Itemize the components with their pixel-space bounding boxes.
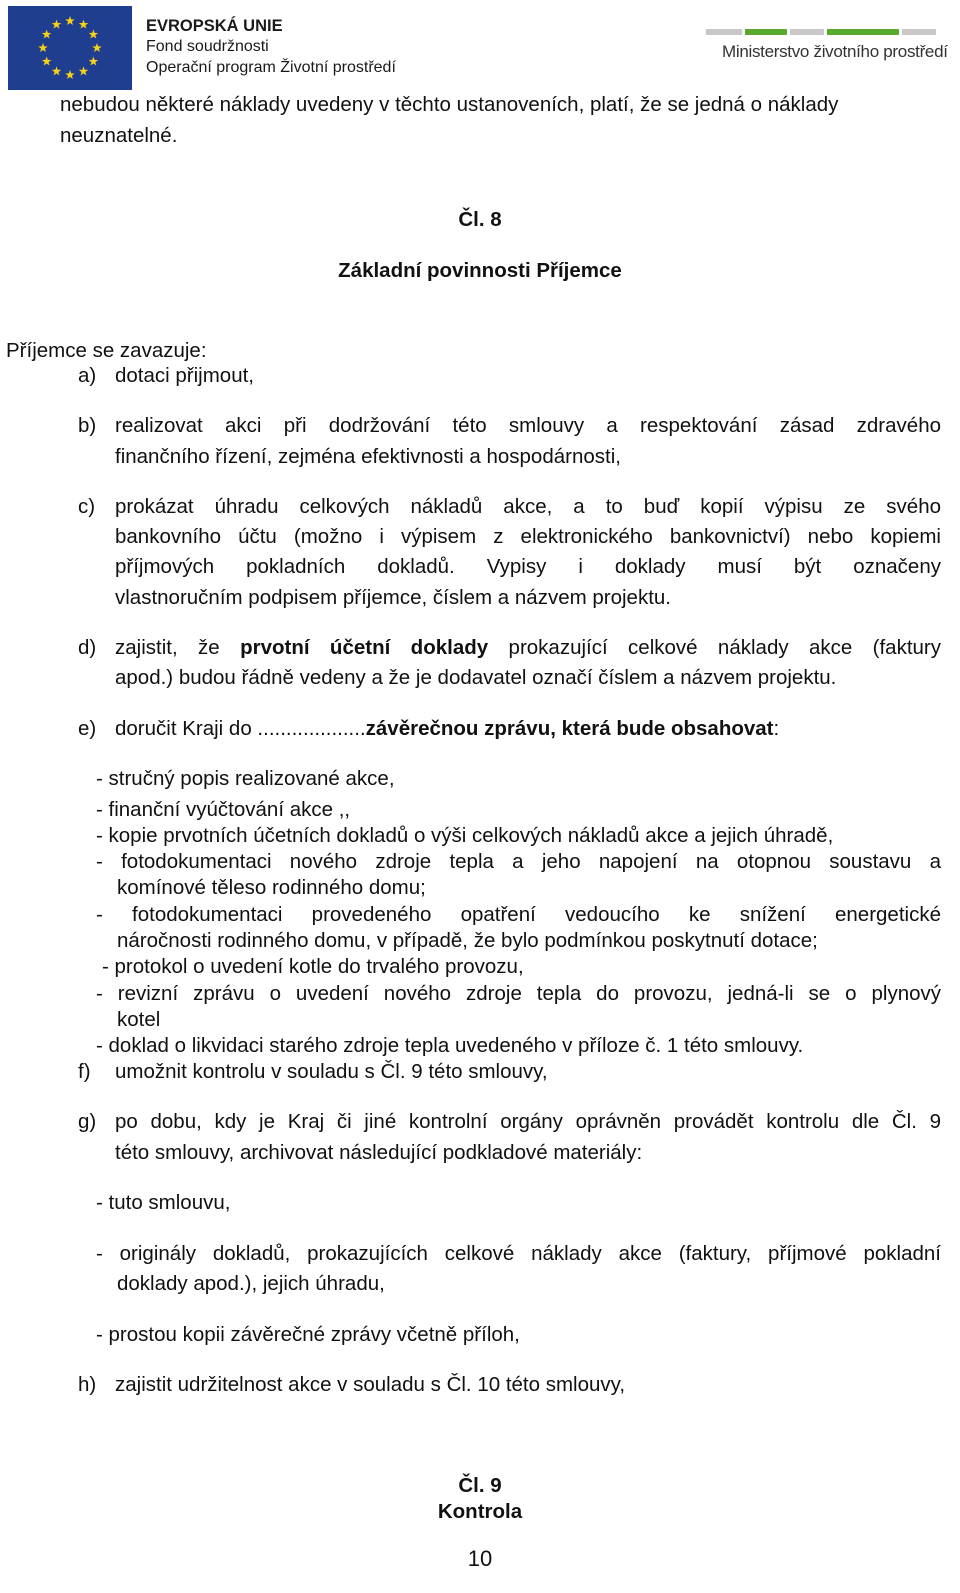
item-c-line-4: vlastnoručním podpisem příjemce, číslem a názvem projektu. xyxy=(115,586,672,609)
item-h-text: zajistit udržitelnost akce v souladu s Čl. 10 této smlouvy, xyxy=(115,1373,626,1396)
article-9-number: Čl. 9 xyxy=(458,1474,502,1497)
item-d-post: prokazující celkové náklady akce (faktury xyxy=(488,636,941,659)
e-bullet-1: - stručný popis realizované akce, xyxy=(96,767,395,790)
g-bullet-1: - tuto smlouvu, xyxy=(96,1191,231,1214)
item-f-text: umožnit kontrolu v souladu s Čl. 9 této smlouvy, xyxy=(115,1060,548,1083)
article-8-number: Čl. 8 xyxy=(458,208,502,231)
item-e-post: : xyxy=(773,717,780,740)
e-bullet-7-cont: kotel xyxy=(117,1008,161,1031)
item-d-pre: zajistit, že xyxy=(115,636,241,659)
article-8-title: Základní povinnosti Příjemce xyxy=(338,259,622,282)
fund-name: Fond soudržnosti xyxy=(146,38,269,55)
e-bullet-3: - kopie prvotních účetních dokladů o výši celkových nákladů akce a jejich úhradě, xyxy=(96,824,834,847)
e-bullet-8: - doklad o likvidaci starého zdroje tepla uvedeného v příloze č. 1 této smlouvy. xyxy=(96,1034,804,1057)
e-bullet-4-cont: komínové těleso rodinného domu; xyxy=(117,876,426,899)
page-number: 10 xyxy=(467,1546,493,1571)
item-f-label: f) xyxy=(78,1060,91,1083)
g-bullet-3: - prostou kopii závěrečné zprávy včetně příloh, xyxy=(96,1323,520,1346)
article-9-title: Kontrola xyxy=(437,1500,523,1523)
item-d-line-1 xyxy=(115,636,941,660)
e-bullet-2: - finanční vyúčtování akce ,, xyxy=(96,798,351,821)
item-d-label: d) xyxy=(78,636,97,659)
item-e-label: e) xyxy=(78,717,97,740)
item-e-bold: závěrečnou zprávu, která bude obsahovat xyxy=(365,717,774,740)
item-c-line-3: příjmových pokladních dokladů. Vypisy i doklady musí být označeny xyxy=(115,555,941,578)
item-g-label: g) xyxy=(78,1110,97,1133)
item-a-text: dotaci přijmout, xyxy=(115,364,255,387)
e-bullet-5-cont: náročnosti rodinného domu, v případě, že bylo podmínkou poskytnutí dotace; xyxy=(117,929,818,952)
g-bullet-2-cont: doklady apod.), jejich úhradu, xyxy=(117,1272,385,1295)
eu-name: EVROPSKÁ UNIE xyxy=(146,17,283,35)
item-d-line-2: apod.) budou řádně vedeny a že je dodavatel označí číslem a názvem projektu. xyxy=(115,666,837,689)
intro-line-2: neuznatelné. xyxy=(60,124,178,147)
item-c-line-1: prokázat úhradu celkových nákladů akce, a to buď kopií výpisu ze svého xyxy=(115,495,941,518)
item-c-line-2: bankovního účtu (možno i výpisem z elektronického bankovnictví) nebo kopiemi xyxy=(115,525,941,548)
e-bullet-4: - fotodokumentaci nového zdroje tepla a jeho napojení na otopnou soustavu a xyxy=(96,850,941,873)
item-e-pre: doručit Kraji do ................... xyxy=(115,717,366,740)
e-bullet-7: - revizní zprávu o uvedení nového zdroje tepla do provozu, jedná-li se o plynový xyxy=(96,982,941,1005)
e-bullet-5: - fotodokumentaci provedeného opatření vedoucího ke snížení energetické xyxy=(96,903,941,926)
item-a-label: a) xyxy=(78,364,97,387)
item-g-line-1: po dobu, kdy je Kraj či jiné kontrolní orgány oprávněn provádět kontrolu dle Čl. 9 xyxy=(115,1110,941,1133)
eu-flag-logo xyxy=(8,6,132,90)
program-name: Operační program Životní prostředí xyxy=(146,59,396,76)
ministry-name: Ministerstvo životního prostředí xyxy=(722,42,948,61)
item-b-line-2: finančního řízení, zejména efektivnosti a hospodárnosti, xyxy=(115,445,621,468)
intro-line-1: nebudou některé náklady uvedeny v těchto ustanoveních, platí, že se jedná o náklady xyxy=(60,93,839,116)
item-b-line-1: realizovat akci při dodržování této smlouvy a respektování zásad zdravého xyxy=(115,414,941,437)
item-e-line-1 xyxy=(115,717,779,741)
item-g-line-2: této smlouvy, archivovat následující podkladové materiály: xyxy=(115,1141,643,1164)
item-b-label: b) xyxy=(78,414,97,437)
g-bullet-2: - originály dokladů, prokazujících celkové náklady akce (faktury, příjmové pokladní xyxy=(96,1242,941,1265)
lead-text: Příjemce se zavazuje: xyxy=(6,339,207,362)
item-c-label: c) xyxy=(78,495,96,518)
e-bullet-6: - protokol o uvedení kotle do trvalého provozu, xyxy=(102,955,524,978)
item-h-label: h) xyxy=(78,1373,97,1396)
item-d-bold: prvotní účetní doklady xyxy=(240,636,489,659)
